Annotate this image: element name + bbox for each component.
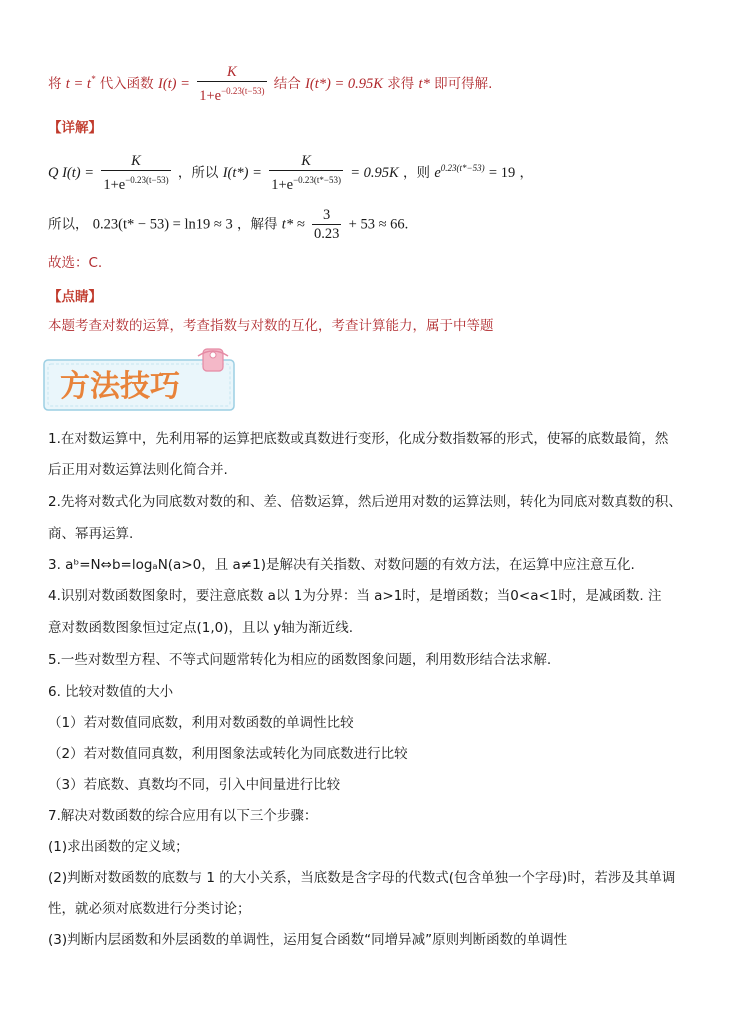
tip-line: 4.识别对数函数图象时，要注意底数 a以 1为分界：当 a>1时，是增函数；当0<a<1时，是减函数. 注 — [48, 588, 662, 604]
deriv-fraction-1: $\frac{K}{1+e^{-0.23(t-53)}}$ — [103, 153, 169, 193]
intro-fraction: $\frac{K}{1+e^{-0.23(t-53)}}$ — [199, 64, 265, 104]
deriv-fraction-2: $\frac{K}{1+e^{-0.23(t*-53)}}$ — [271, 153, 341, 193]
tip-line: 性，就必须对底数进行分类讨论； — [48, 901, 251, 917]
comment-text: 本题考查对数的运算，考查指数与对数的互化，考查计算能力，属于中等题 — [48, 318, 494, 334]
deriv-lead: Q I(t) = — [48, 164, 95, 181]
tip-line: 2.先将对数式化为同底数对数的和、差、倍数运算，然后逆用对数的运算法则，转化为同底对数真数的积、 — [48, 494, 682, 510]
tip-line: (1)求出函数的定义域； — [48, 839, 189, 855]
intro-expr: t = t* — [65, 74, 96, 92]
intro-mid: 代入函数 — [99, 75, 154, 92]
tip-line: （3）若底数、真数均不同，引入中间量进行比较 — [48, 777, 341, 793]
tip-line: （2）若对数值同真数，利用图象法或转化为同底数进行比较 — [48, 746, 408, 762]
tip-line: 7.解决对数函数的综合应用有以下三个步骤： — [48, 808, 318, 824]
detail-heading: 【详解】 — [48, 120, 102, 136]
tip-line: (2)判断对数函数的底数与 1 的大小关系，当底数是含字母的代数式(包含单独一个字母)时，若涉及其单调 — [48, 870, 676, 886]
intro-text4: 即可得解. — [434, 75, 493, 92]
tip-line: 5.一些对数型方程、不等式问题常转化为相应的函数图象问题，利用数形结合法求解. — [48, 652, 552, 668]
banner-title: 方法技巧 — [60, 370, 180, 403]
deriv-exp: $e^{0.23(t*-53)}$ — [434, 163, 485, 181]
intro-var: t* — [418, 75, 430, 92]
solve-lead: 所以， — [48, 216, 89, 233]
deriv-rhs3: = 19 — [488, 164, 516, 181]
deriv-sep2: ，则 — [403, 164, 431, 181]
solve-line — [48, 206, 408, 243]
tip-line: 意对数函数图象恒过定点(1,0)，且以 y轴为渐近线. — [48, 620, 354, 636]
paperclip-icon — [198, 349, 228, 371]
deriv-lhs2: I(t*) = — [222, 164, 262, 181]
tip-line: 3. aᵇ=N⇔b=logₐN(a>0，且 a≠1)是解决有关指数、对数问题的有效方法，在运算中应注意互化. — [48, 557, 635, 573]
tip-line: 1.在对数运算中，先利用幂的运算把底数或真数进行变形，化成分数指数幂的形式，使幂的底数最简，然 — [48, 431, 669, 447]
solve-sep: ，解得 — [237, 216, 278, 233]
tip-line: 后正用对数运算法则化简合并. — [48, 462, 228, 478]
solve-fraction: $\frac{3}{0.23}$ — [313, 207, 340, 242]
answer: 故选：C. — [48, 255, 103, 271]
method-banner — [38, 346, 243, 420]
intro-prefix: 将 — [48, 75, 62, 92]
deriv-sep1: ，所以 — [177, 164, 219, 181]
tip-line: (3)判断内层函数和外层函数的单调性，运用复合函数“同增异减”原则判断函数的单调性 — [48, 932, 568, 948]
intro-func: I(t) = — [157, 75, 190, 92]
solve-lhs: t* ≈ — [281, 216, 305, 233]
derivation-line — [48, 152, 533, 194]
intro-expr2: I(t*) = 0.95K — [305, 75, 383, 92]
banner-frame — [38, 346, 243, 416]
deriv-end: ， — [519, 164, 533, 181]
intro-text2: 结合 — [273, 75, 301, 92]
intro-text3: 求得 — [387, 75, 415, 92]
intro-line — [48, 63, 492, 105]
tip-line: （1）若对数值同底数，利用对数函数的单调性比较 — [48, 715, 354, 731]
solve-rhs: + 53 ≈ 66. — [348, 216, 409, 233]
deriv-rhs2: = 0.95K — [350, 164, 399, 181]
tip-line: 6. 比较对数值的大小 — [48, 684, 174, 700]
tip-line: 商、幂再运算. — [48, 526, 134, 542]
solve-eq: 0.23(t* − 53) = ln19 ≈ 3 — [92, 216, 233, 233]
comment-heading: 【点睛】 — [48, 289, 102, 305]
